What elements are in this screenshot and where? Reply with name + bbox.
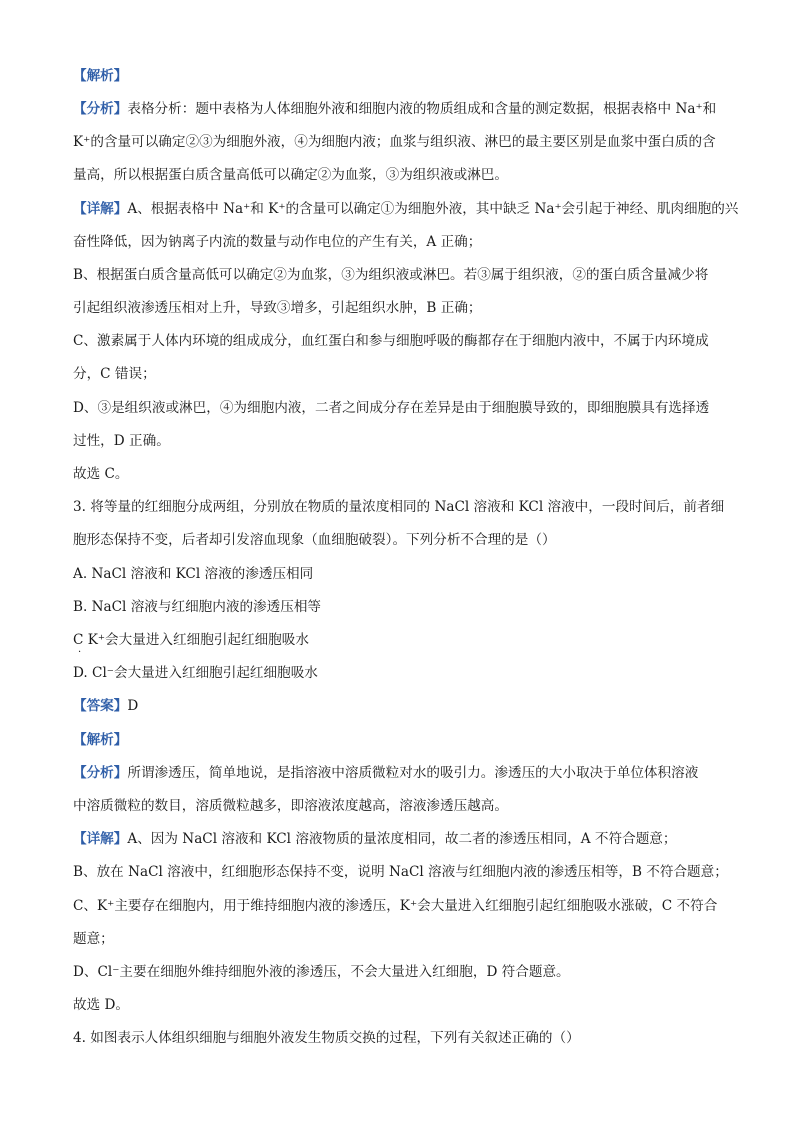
question-4: 4. 如图表示人体组织细胞与细胞外液发生物质交换的过程，下列有关叙述正确的（）: [73, 1030, 580, 1046]
line-7: B、根据蛋白质含量高低可以确定②为血浆，③为组织液或淋巴。若③属于组织液，②的蛋白质含量减少将: [73, 267, 709, 283]
line-23: 中溶质微粒的数目，溶质微粒越多，即溶液浓度越高，溶液渗透压越高。: [73, 798, 508, 814]
line-2: 【分析】表格分析：题中表格为人体细胞外液和细胞内液的物质组成和含量的测定数据，根据表格中 Na⁺和: [73, 101, 717, 117]
line-1: [73, 66, 127, 86]
line-10: 分，C 错误；: [73, 366, 156, 382]
line-26: C、K⁺主要存在细胞内，用于维持细胞内液的渗透压，K⁺会大量进入红细胞引起红细胞吸水涨破，C 不符合: [73, 898, 718, 914]
line-11: D、③是组织液或淋巴，④为细胞内液，二者之间成分存在差异是由于细胞膜导致的，即细胞膜具有选择透: [73, 400, 710, 416]
line-6: 奋性降低，因为钠离子内流的数量与动作电位的产生有关，A 正确；: [73, 234, 482, 250]
option-c: C K⁺会大量进入红细胞引起红细胞吸水: [73, 632, 309, 648]
line-27: 题意；: [73, 931, 114, 947]
section-tag: 【详解】: [73, 201, 128, 217]
line-3: K⁺的含量可以确定②③为细胞外液，④为细胞内液；血浆与组织液、淋巴的最主要区别是血浆中蛋白质的含: [73, 134, 716, 150]
line-13: 故选 C。: [73, 466, 129, 482]
line-15: 胞形态保持不变，后者却引发溶血现象（血细胞破裂）。下列分析不合理的是（）: [73, 532, 556, 548]
line-29: 故选 D。: [73, 997, 130, 1013]
section-tag: 【分析】: [73, 765, 128, 781]
section-tag: 【详解】: [73, 831, 128, 847]
option-a: A. NaCl 溶液和 KCl 溶液的渗透压相同: [73, 566, 314, 582]
line-12: 过性，D 正确。: [73, 433, 170, 449]
analysis-tag: 【解析】: [73, 68, 128, 84]
section-tag: 【分析】: [73, 101, 128, 117]
line-5: 【详解】A、根据表格中 Na⁺和 K⁺的含量可以确定①为细胞外液，其中缺乏 Na⁺会引起于神经、肌肉细胞的兴: [73, 201, 739, 217]
line-28: D、Cl⁻主要在细胞外维持细胞外液的渗透压，不会大量进入红细胞，D 符合题意。: [73, 964, 570, 980]
answer-tag: 【答案】: [73, 698, 128, 714]
line-21: [73, 730, 127, 750]
line-22: 【分析】所谓渗透压，简单地说，是指溶液中溶质微粒对水的吸引力。渗透压的大小取决于单位体积溶液: [73, 765, 699, 781]
line-4: 量高，所以根据蛋白质含量高低可以确定②为血浆，③为组织液或淋巴。: [73, 167, 508, 183]
question-3: 3. 将等量的红细胞分成两组，分别放在物质的量浓度相同的 NaCl 溶液和 KCl 溶液中，一段时间后，前者细: [73, 499, 725, 515]
stray-dot: ·: [78, 647, 82, 658]
option-d: D. Cl⁻会大量进入红细胞引起红细胞吸水: [73, 665, 318, 681]
line-24: 【详解】A、因为 NaCl 溶液和 KCl 溶液物质的量浓度相同，故二者的渗透压相同，A 不符合题意；: [73, 831, 677, 847]
option-b: B. NaCl 溶液与红细胞内液的渗透压相等: [73, 599, 322, 615]
line-25: B、放在 NaCl 溶液中，红细胞形态保持不变，说明 NaCl 溶液与红细胞内液的渗透压相等，B 不符合题意；: [73, 864, 728, 880]
line-8: 引起组织液渗透压相对上升，导致③增多，引起组织水肿，B 正确；: [73, 300, 482, 316]
line-9: C、激素属于人体内环境的组成成分，血红蛋白和参与细胞呼吸的酶都存在于细胞内液中，不属于内环境成: [73, 333, 709, 349]
line-answer: 【答案】D: [73, 698, 139, 714]
analysis-tag: 【解析】: [73, 732, 128, 748]
